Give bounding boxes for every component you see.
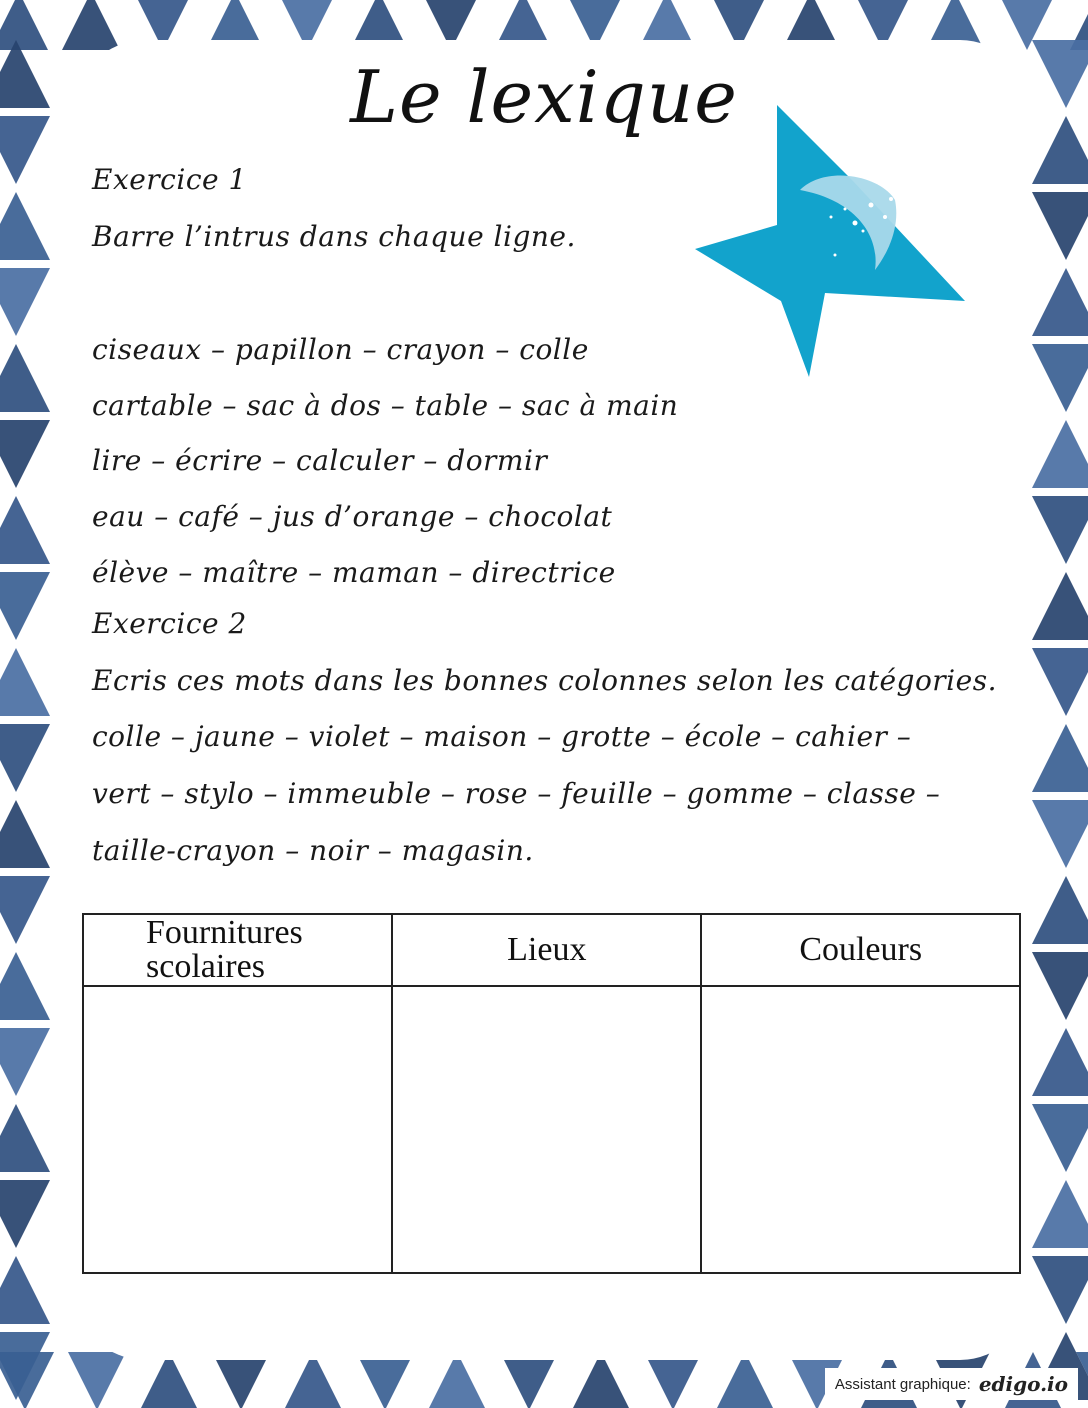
exercise2-heading: Exercice 2 <box>92 607 247 640</box>
star-icon <box>695 105 965 377</box>
exercise1-line: lire – écrire – calculer – dormir <box>92 444 548 477</box>
exercise1-heading: Exercice 1 <box>92 163 247 196</box>
exercise1-line: élève – maître – maman – directrice <box>92 556 616 589</box>
table-header-row <box>83 914 1020 986</box>
table-answer-row <box>83 986 1020 1273</box>
header-fournitures: Fournitures scolaires <box>83 914 392 986</box>
answer-cell-fournitures[interactable] <box>83 986 392 1273</box>
exercise1-line: ciseaux – papillon – crayon – colle <box>92 333 589 366</box>
header-couleurs: Couleurs <box>701 914 1020 986</box>
exercise2-line: colle – jaune – violet – maison – grotte – école – cahier – <box>92 720 912 753</box>
answer-cell-lieux[interactable] <box>392 986 701 1273</box>
answer-cell-couleurs[interactable] <box>701 986 1020 1273</box>
exercise2-instruction: Ecris ces mots dans les bonnes colonnes selon les catégories. <box>92 664 997 697</box>
credit-badge <box>825 1368 1078 1400</box>
exercise1-line: eau – café – jus d’orange – chocolat <box>92 500 613 533</box>
exercise2-line: taille-crayon – noir – magasin. <box>92 834 534 867</box>
credit-label: Assistant graphique: <box>834 1375 971 1393</box>
credit-brand: edigo.io <box>978 1372 1068 1396</box>
exercise1-instruction: Barre l’intrus dans chaque ligne. <box>92 220 576 253</box>
exercise1-line: cartable – sac à dos – table – sac à main <box>92 389 679 422</box>
category-table <box>82 913 1021 1274</box>
exercise2-line: vert – stylo – immeuble – rose – feuille – gomme – classe – <box>92 777 941 810</box>
header-lieux: Lieux <box>392 914 701 986</box>
page-title: Le lexique <box>350 55 738 139</box>
